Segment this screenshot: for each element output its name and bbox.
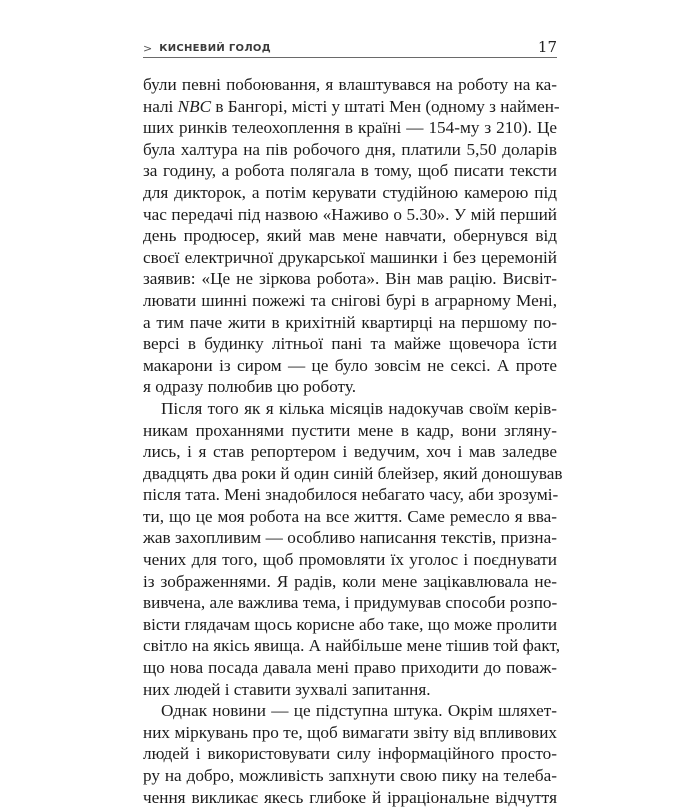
- text-line: були певні побоювання, я влаштувався на роботу на ка-: [143, 75, 557, 94]
- text-line: після тата. Мені знадобилося небагато часу, аби зрозумі-: [143, 485, 559, 505]
- paragraph-3: [143, 700, 557, 808]
- text-line: Після того як я кілька місяців надокучав своїм керів-: [161, 398, 557, 418]
- paragraph-1: [143, 74, 560, 398]
- text-line: чення викликає якесь глибоке й ірраціональне відчуття: [143, 787, 557, 807]
- text-line: із зображеннями. Я радів, коли мене зацікавлювала не-: [143, 571, 557, 591]
- text-line: Однак новини — це підступна штука. Окрім шляхет-: [161, 701, 557, 721]
- text-line: заявив: «Це не зіркова робота». Він мав рацію. Висвіт-: [143, 269, 557, 289]
- text-line: час передачі під назвою «Наживо о 5.30». У мій перший: [143, 204, 557, 224]
- text-line: вивчена, але важлива тема, і придумував способи розпо-: [143, 593, 558, 613]
- text-line: була халтура на пів робочого дня, платили 5,50 доларів: [143, 139, 557, 159]
- text-line: жав захопливим — особливо написання текстів, призна-: [143, 528, 557, 548]
- text-line: чених для того, щоб промовляти їх уголос і поєднувати: [143, 550, 557, 570]
- italic-term: NBC: [177, 96, 212, 116]
- text-line: день продюсер, який мав мене навчати, обернувся від: [143, 226, 557, 246]
- text-line: за годину, а робота полягала в тому, щоб писати тексти: [143, 161, 557, 181]
- text-line: для дикторок, а потім керувати студійною камерою під: [143, 182, 557, 202]
- running-title: КИСНЕВИЙ ГОЛОД: [159, 43, 271, 54]
- running-header: [143, 40, 557, 58]
- text-line: налі NBC в Бангорі, місті у штаті Мен (одному з наймен-: [143, 96, 560, 116]
- text-line: ру на добро, можливість запхнути свою пику на телеба-: [143, 766, 557, 785]
- text-line: що нова посада давала мені право приходити до поваж-: [143, 658, 557, 678]
- text-line: лись, і я став репортером і ведучим, хоч і мав заледве: [143, 442, 557, 462]
- chevron-right-icon: >: [143, 42, 153, 55]
- page-number: 17: [537, 38, 557, 56]
- text-line: них людей і ставити зухвалі запитання.: [143, 679, 431, 699]
- text-line: лювати шинні пожежі та снігові бурі в аграрному Мені,: [143, 290, 557, 310]
- text-line: двадцять два роки й один синій блейзер, який доношував: [143, 463, 563, 483]
- text-line: ти, що це моя робота на все життя. Саме ремесло я вва-: [143, 506, 557, 526]
- body-text: [143, 74, 563, 808]
- text-line: никам проханнями пустити мене в кадр, вони згляну-: [143, 420, 557, 440]
- paragraph-2: [143, 398, 563, 700]
- text-line: світло на якісь явища. А найбільше мене тішив той факт,: [143, 636, 561, 656]
- text-line: них міркувань про те, щоб вимагати звіту від впливових: [143, 722, 557, 742]
- text-line: я одразу полюбив цю роботу.: [143, 377, 357, 397]
- text-line: ших ринків телеохоплення в країні — 154-му з 210). Це: [143, 118, 557, 138]
- text-line: вісти глядачам щось корисне або таке, що може пролити: [143, 614, 558, 634]
- text-line: а тим паче жити в крихітній квартирці на першому по-: [143, 312, 557, 332]
- text-line: версі в будинку літньої пані та майже щовечора їсти: [143, 334, 557, 354]
- text-line: своєї електричної друкарської машинки і без церемоній: [143, 247, 557, 267]
- text-line: людей і використовувати силу інформаційного просто-: [143, 744, 557, 764]
- running-header-left: [143, 44, 271, 57]
- text-line: макарони із сиром — це було зовсім не сексі. А проте: [143, 355, 557, 375]
